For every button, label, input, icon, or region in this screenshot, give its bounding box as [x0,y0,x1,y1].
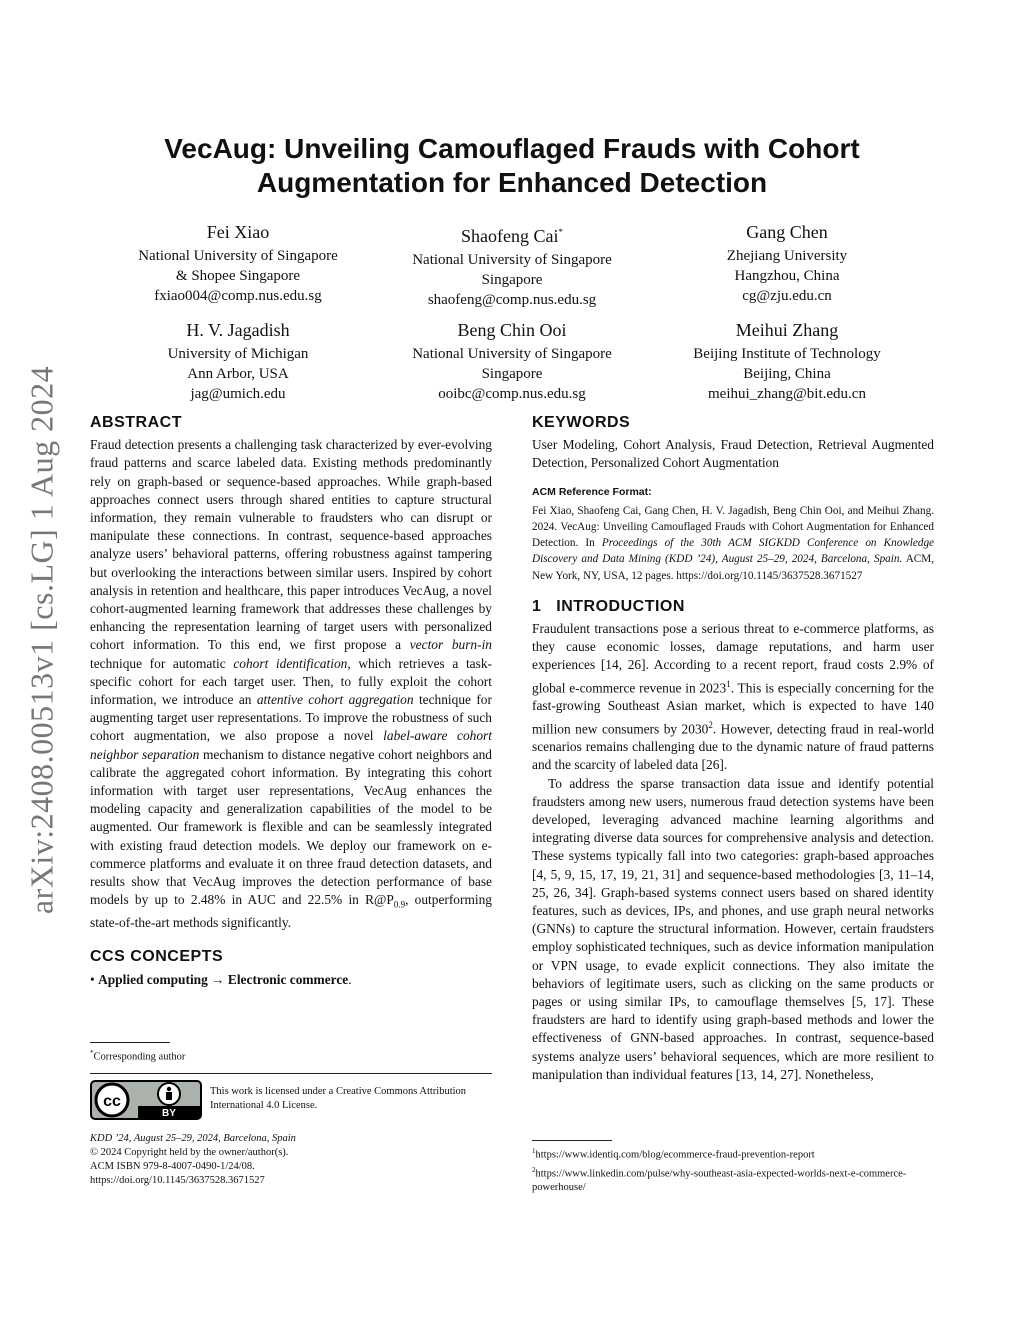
author-affiliation: Zhejiang University [726,248,848,264]
author-name: Gang Chen [746,222,828,242]
author-email: jag@umich.edu [190,386,286,402]
author-affiliation: Beijing, China [743,366,831,382]
author-affiliation: University of Michigan [167,346,309,362]
arxiv-stamp-text: arXiv:2408.00513v1 [cs.LG] 1 Aug 2024 [23,365,60,915]
author-block [88,318,388,404]
author-block [637,220,937,306]
acm-reference-text: Fei Xiao, Shaofeng Cai, Gang Chen, H. V. Jagadish, Beng Chin Ooi, and Meihui Zhang. 2024. VecAug: Unveiling Camouflaged Frauds with Cohort Augmentation for Enhanced Detection. In Proceedings of the 30th ACM SIGKDD Conference on Knowledge Discovery and Data Mining (KDD ’24), August 25–29, 2024, Barcelona, Spain. ACM, New York, NY, USA, 12 pages. https://doi.org/10.1145/3637528.3671527 [532,504,935,582]
title-line-1: VecAug: Unveiling Camouflaged Frauds with Cohort [164,133,860,164]
author-email: meihui_zhang@bit.edu.cn [708,386,866,402]
license-rule [90,1073,492,1074]
arxiv-margin-stamp [12,350,72,930]
author-block [637,318,937,404]
intro-paragraph-2: To address the sparse transaction data issue and identify potential fraudsters among new users, numerous fraud detection systems have been developed, leveraging advanced machine learning algorithms and integrating diverse data sources for comprehensive analysis and detection. These systems typically fall into two categories: graph-based approaches [4, 5, 9, 15, 17, 19, 21, 31] and sequence-based methodologies [3, 11–14, 25, 26, 34]. Graph-based systems connect users based on shared identity features, such as devices, IPs, and phones, and use graph neural networks (GNNs) to capture the structural information. However, certain fraudsters employ sophisticated techniques, such as device information manipulation or VPN usage, to evade explicit connections. They also imitate the behaviors of legitimate users, such as clicking on the same products or pages or using similar IPs, to camouflage themselves [5, 17]. These fraudsters are hard to identify using graph-based methods and lower the effectiveness of GNN-based approaches. In contrast, sequence-based systems analyze users’ behavioral sequences, which are more resilient to manipulation than individual features [13, 14, 27]. Nonetheless, [532,775,934,1082]
ccs-heading: CCS CONCEPTS [90,948,224,966]
author-email: shaofeng@comp.nus.edu.sg [427,292,597,308]
author-affiliation: & Shopee Singapore [175,268,301,284]
author-email: cg@zju.edu.cn [742,288,832,304]
isbn: ACM ISBN 979-8-4007-0490-1/24/08. [90,1161,255,1172]
abstract-heading: ABSTRACT [90,414,182,431]
left-column [90,414,492,989]
right-column [532,414,934,1084]
doi-link[interactable]: https://doi.org/10.1145/3637528.3671527 [90,1175,265,1186]
author-name: Fei Xiao [206,222,270,242]
license-text: This work is licensed under a Creative Commons Attribution International 4.0 License. [210,1086,467,1111]
conference-venue: KDD ’24, August 25–29, 2024, Barcelona, Spain [90,1133,296,1144]
copyright: © 2024 Copyright held by the owner/author(s). [90,1147,289,1158]
author-block [88,220,388,306]
author-email: ooibc@comp.nus.edu.sg [438,386,586,402]
ccs-concepts: • Applied computing → Electronic commerce. [90,971,352,987]
author-affiliation: National University of Singapore [412,346,612,362]
author-affiliation: Singapore [481,366,543,382]
cc-text: cc [103,1093,121,1110]
author-name: Beng Chin Ooi [457,320,567,340]
author-name: H. V. Jagadish [186,320,290,340]
footnote-1[interactable]: $^1$https://www.identiq.com/blog/ecommerce-fraud-prevention-report [532,1147,815,1161]
author-affiliation: National University of Singapore [138,248,338,264]
footnote-corresponding: *Corresponding author [90,1049,186,1063]
corresponding-mark: * [558,227,563,237]
cc-by-icon [90,1080,202,1120]
keywords-heading: KEYWORDS [532,414,631,431]
footnote-rule [532,1140,612,1141]
title-line-2: Augmentation for Enhanced Detection [256,167,768,198]
intro-paragraph-1: Fraudulent transactions pose a serious threat to e-commerce platforms, as they cause economic losses, damage reputations, and harm user experiences [14, 26]. According to a recent report, fraud costs 2.9% of global e-commerce revenue in 2023$^1$. This is especially concerning for the fast-growing Southeast Asian market, which is expected to have 140 million new consumers by 2030$^2$. However, detecting fraud in real-world scenarios remains challenging due to the dynamic nature of fraud patterns and the scarcity of labeled data [26]. [532,621,934,773]
author-name: Shaofeng Cai [461,226,559,246]
conference-info [90,1132,492,1188]
author-affiliation: Ann Arbor, USA [187,366,289,382]
author-affiliation: Hangzhou, China [734,268,840,284]
author-affiliation: National University of Singapore [412,252,612,268]
acm-reference-heading: ACM Reference Format: [532,485,652,498]
abstract-text: Fraud detection presents a challenging task characterized by ever-evolving fraud patterns and scarce labeled data. Existing methods predominantly rely on graph-based or sequence-based approaches. While graph-based approaches connect users through shared entities to capture structural information, they remain vulnerable to fraudsters who can disrupt or manipulate these connections. In contrast, sequence-based approaches analyze users’ behavioral patterns, offering robustness against tampering but overlooking the interactions between similar users. Inspired by cohort analysis in retention and healthcare, this paper introduces VecAug, a novel cohort-augmented learning framework that addresses these challenges by enhancing the representation learning of target users with personalized cohort information. To this end, we first propose a vector burn-in technique for automatic cohort identification, which retrieves a task-specific cohort for each target user. Then, to fully exploit the cohort information, we introduce an attentive cohort aggregation technique for augmenting target user representations. To improve the robustness of such cohort augmentation, we also propose a novel label-aware cohort neighbor separation mechanism to distance negative cohort neighbors and calibrate the aggregated cohort information. By integrating this cohort information with target user representations, VecAug enhances the modeling capacity and generalization capabilities of the model to be augmented. Our framework is flexible and can be seamlessly integrated with existing fraud detection models. We deploy our framework on e-commerce platforms and evaluate it on three fraud detection datasets, and results show that VecAug improves the detection performance of base models by up to 2.48% in AUC and 22.5% in $R@P_{0.9}$, outperforming state-of-the-art methods significantly. [90,437,492,931]
footnote-rule [90,1042,170,1043]
keywords-text: User Modeling, Cohort Analysis, Fraud Detection, Retrieval Augmented Detection, Personalized Cohort Augmentation [532,437,934,471]
author-affiliation: Beijing Institute of Technology [693,346,881,362]
intro-heading: 1 INTRODUCTION [532,597,685,615]
footnote-2[interactable]: $^2$https://www.linkedin.com/pulse/why-southeast-asia-expected-worlds-next-e-commerce-powerhouse/ [532,1165,907,1193]
author-block [362,318,662,404]
footnotes-right [532,1144,934,1195]
cc-by-badge [90,1080,202,1120]
author-email: fxiao004@comp.nus.edu.sg [154,288,322,304]
author-block [362,220,662,310]
paper-title [90,132,934,200]
author-affiliation: Singapore [481,272,543,288]
author-name: Meihui Zhang [735,320,839,340]
by-text: BY [162,1108,176,1119]
